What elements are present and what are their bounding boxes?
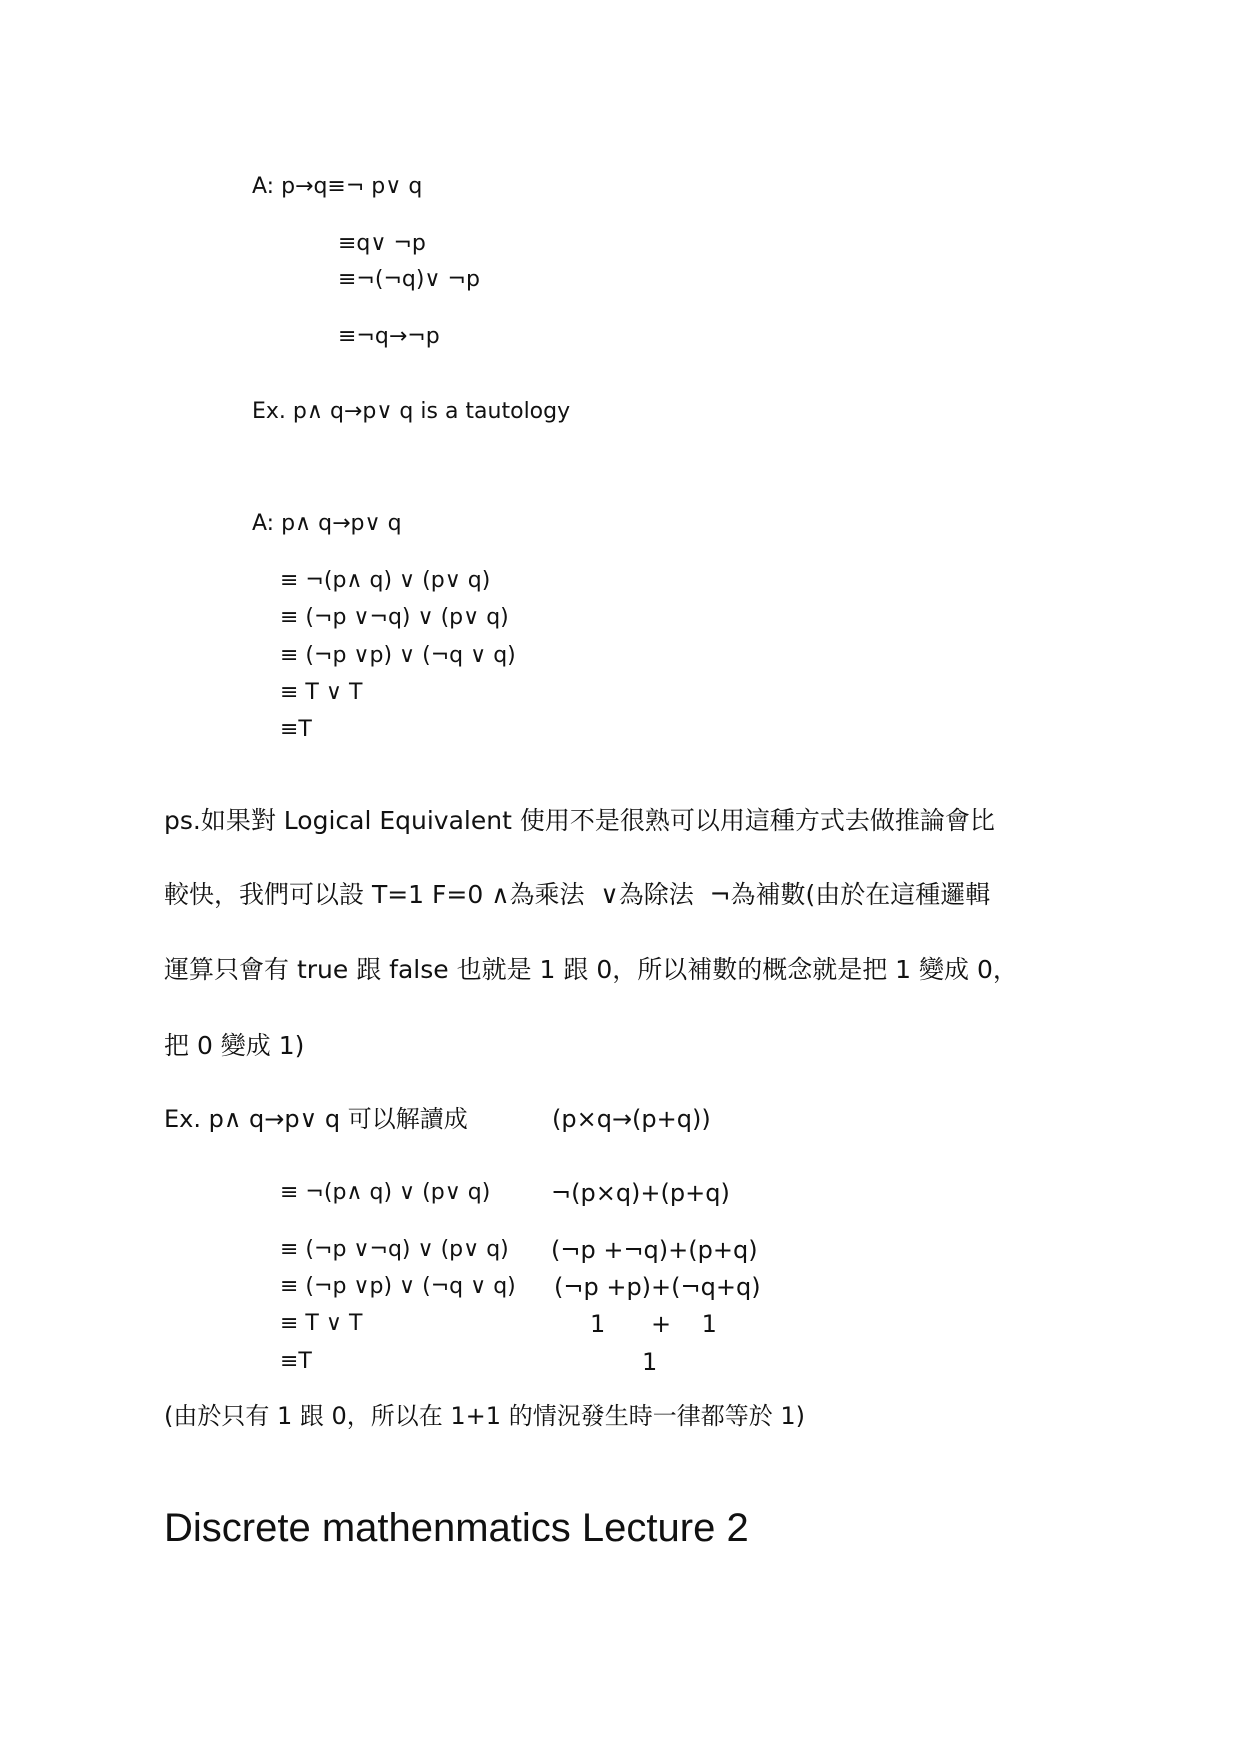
example2-right-step: (¬p +¬q)+(p+q)	[551, 1236, 758, 1264]
example2-right-step: 1	[642, 1348, 658, 1376]
example2-left-step: ≡ (¬p ∨p) ∨ (¬q ∨ q)	[280, 1274, 516, 1299]
example1-step: ≡T	[280, 717, 312, 742]
example2-right-step: ¬(p×q)+(p+q)	[551, 1179, 730, 1207]
example1-step: ≡ (¬p ∨¬q) ∨ (p∨ q)	[280, 605, 509, 630]
example1-statement: Ex. p∧ q→p∨ q is a tautology	[252, 399, 571, 424]
note-line: 運算只會有 true 跟 false 也就是 1 跟 0，所以補數的概念就是把 1 變成 0，	[164, 955, 1018, 984]
example2-left-step: ≡ (¬p ∨¬q) ∨ (p∨ q)	[280, 1237, 509, 1262]
page-heading: Discrete mathenmatics Lecture 2	[164, 1506, 749, 1550]
proof1-line2: ≡q∨ ¬p	[338, 231, 426, 256]
proof1-line1: A: p→q≡¬ p∨ q	[252, 174, 423, 199]
example1-answer: A: p∧ q→p∨ q	[252, 511, 402, 536]
example2-title: Ex. p∧ q→p∨ q 可以解讀成	[164, 1105, 468, 1133]
note-line: 較快，我們可以設 T=1 F=0 ∧為乘法 ∨為除法 ¬為補數(由於在這種邏輯	[164, 880, 991, 909]
example2-left-step: ≡ ¬(p∧ q) ∨ (p∨ q)	[280, 1180, 491, 1205]
example1-step: ≡ (¬p ∨p) ∨ (¬q ∨ q)	[280, 643, 516, 668]
example2-left-step: ≡ T ∨ T	[280, 1311, 363, 1336]
proof1-line3: ≡¬(¬q)∨ ¬p	[338, 267, 480, 292]
example2-right-step: 1 + 1	[590, 1310, 717, 1338]
example2-right-step: (¬p +p)+(¬q+q)	[554, 1273, 761, 1301]
example1-step: ≡ T ∨ T	[280, 680, 363, 705]
note-line: 把 0 變成 1)	[164, 1031, 305, 1060]
note-line: ps.如果對 Logical Equivalent 使用不是很熟可以用這種方式去做推論會比	[164, 806, 995, 835]
example2-title-right: (p×q→(p+q))	[552, 1105, 711, 1133]
example2-footnote: (由於只有 1 跟 0，所以在 1+1 的情況發生時一律都等於 1)	[164, 1402, 805, 1430]
example1-step: ≡ ¬(p∧ q) ∨ (p∨ q)	[280, 568, 491, 593]
proof1-line4: ≡¬q→¬p	[338, 324, 440, 349]
example2-left-step: ≡T	[280, 1349, 312, 1374]
